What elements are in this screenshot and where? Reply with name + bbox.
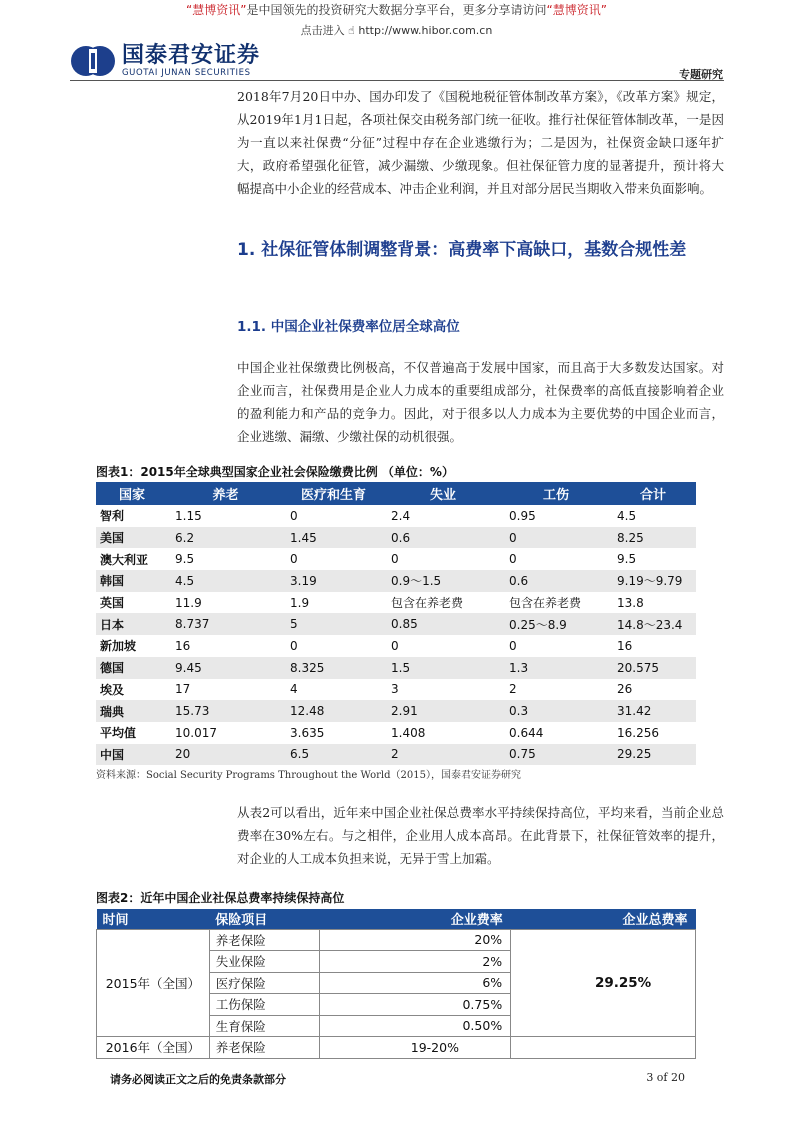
t1-value-cell: 0.3	[502, 700, 610, 722]
t1-value-cell: 0	[509, 638, 517, 653]
t1-value-cell: 8.25	[610, 527, 696, 549]
table-row	[97, 1037, 696, 1059]
t2-total-2015: 29.25%	[511, 929, 696, 1037]
logo-cn: 国泰君安证券	[122, 43, 261, 68]
t1-value-cell: 1.5	[384, 657, 502, 679]
banner-url[interactable]: http://www.hibor.com.cn	[358, 24, 493, 37]
t1-value-cell: 0.85	[384, 613, 502, 635]
t1-value-cell: 6.2	[168, 527, 283, 549]
t1-value-cell: 3.635	[290, 725, 325, 740]
t1-value-cell: 0.9～1.5	[384, 570, 502, 592]
t1-value-cell: 8.325	[283, 657, 384, 679]
t1-value-cell: 0	[290, 508, 298, 523]
t1-value-cell: 3.19	[283, 570, 384, 592]
t2-item: 医疗保险	[209, 972, 319, 994]
table-1-source: 资料来源：Social Security Programs Throughout the World（2015），国泰君安证券研究	[96, 770, 521, 781]
t1-header-cell: 失业	[384, 482, 502, 505]
t1-value-cell: 0.6	[384, 527, 502, 549]
t1-country-cell: 韩国	[96, 570, 168, 592]
banner-link-row	[0, 22, 793, 38]
table-row	[96, 592, 696, 614]
t2-rate: 2%	[319, 951, 511, 973]
t1-value-cell: 2	[384, 744, 502, 766]
table-1-title: 图表1：2015年全球典型国家企业社会保险缴费比例 （单位：%）	[96, 465, 454, 479]
t1-value-cell: 31.42	[610, 700, 696, 722]
company-logo	[70, 44, 260, 78]
t1-value-cell: 4.5	[168, 570, 283, 592]
t1-header-cell: 国家	[96, 482, 168, 505]
table-row	[96, 657, 696, 679]
t1-value-cell: 17	[175, 682, 191, 697]
t1-value-cell: 0	[502, 527, 610, 549]
t2-item: 工伤保险	[209, 994, 319, 1016]
table-row	[96, 613, 696, 635]
t1-value-cell: 9.45	[168, 657, 283, 679]
t1-value-cell: 1.15	[175, 508, 202, 523]
t1-value-cell: 11.9	[175, 595, 202, 610]
t1-value-cell: 4.5	[617, 508, 637, 523]
t1-country-cell: 埃及	[100, 682, 125, 697]
t2-header-time: 时间	[97, 909, 210, 929]
t1-value-cell: 20.575	[610, 657, 696, 679]
t1-value-cell: 4	[290, 682, 298, 697]
page-number: 3 of 20	[646, 1071, 685, 1084]
banner-text: 是中国领先的投资研究大数据分享平台，更多分享请访问	[246, 3, 547, 17]
header-divider	[70, 80, 724, 81]
banner-brand-2: “慧博资讯”	[546, 3, 607, 17]
table-row	[96, 679, 696, 701]
t1-value-cell: 16	[175, 638, 191, 653]
t1-country-cell: 德国	[96, 657, 168, 679]
t1-value-cell: 9.5	[175, 552, 195, 567]
table-row	[96, 700, 696, 722]
t1-header-cell: 医疗和生育	[283, 482, 384, 505]
t1-value-cell: 10.017	[175, 725, 217, 740]
banner-click: 点击进入	[300, 24, 345, 37]
t1-value-cell: 包含在养老费	[391, 596, 464, 611]
t1-value-cell: 8.737	[168, 613, 283, 635]
t1-country-cell: 智利	[100, 509, 125, 524]
logo-en: GUOTAI JUNAN SECURITIES	[122, 68, 251, 78]
t1-header-cell: 合计	[610, 482, 696, 505]
t1-value-cell: 0	[290, 638, 298, 653]
top-banner	[0, 2, 793, 18]
logo-mark-icon	[70, 45, 116, 77]
t1-value-cell: 0.644	[509, 725, 544, 740]
t1-value-cell: 16	[617, 638, 633, 653]
t1-value-cell: 0	[509, 552, 517, 567]
t1-value-cell: 0.95	[509, 508, 536, 523]
section-1-title: 1. 社保征管体制调整背景：高费率下高缺口，基数合规性差	[237, 240, 687, 260]
t1-value-cell: 2.4	[391, 508, 411, 523]
t1-value-cell: 1.3	[502, 657, 610, 679]
footer-disclaimer: 请务必阅读正文之后的免责条款部分	[110, 1073, 286, 1086]
t1-value-cell: 20	[168, 744, 283, 766]
banner-brand: “慧博资讯”	[186, 3, 247, 17]
t2-item: 失业保险	[209, 951, 319, 973]
t1-value-cell: 0.25～8.9	[502, 613, 610, 635]
t1-value-cell: 29.25	[610, 744, 696, 766]
t2-header-rate: 企业费率	[319, 909, 511, 929]
section-1-1-title: 1.1. 中国企业社保费率位居全球高位	[237, 319, 460, 335]
table-2-title: 图表2：近年中国企业社保总费率持续保持高位	[96, 891, 345, 905]
t1-value-cell: 3	[391, 682, 399, 697]
doc-type: 专题研究	[679, 68, 723, 81]
pointer-icon: ☝	[348, 24, 355, 37]
t2-total-empty	[511, 1037, 696, 1059]
table-row	[96, 570, 696, 592]
t1-value-cell: 13.8	[617, 595, 644, 610]
t2-rate: 0.75%	[319, 994, 511, 1016]
t1-country-cell: 平均值	[100, 726, 137, 741]
t1-value-cell: 15.73	[168, 700, 283, 722]
t1-header-cell: 养老	[168, 482, 283, 505]
table-row	[96, 635, 696, 657]
t1-country-cell: 澳大利亚	[100, 552, 149, 567]
t1-value-cell: 5	[283, 613, 384, 635]
table-row	[96, 548, 696, 570]
table-row	[96, 722, 696, 744]
t1-country-cell: 新加坡	[100, 639, 137, 654]
t1-country-cell: 瑞典	[96, 700, 168, 722]
t1-value-cell: 9.5	[617, 552, 637, 567]
t2-item: 养老保险	[209, 929, 319, 951]
t2-year-2016: 2016年（全国）	[97, 1037, 210, 1059]
body-paragraph-3: 从表2可以看出，近年来中国企业社保总费率水平持续保持高位，平均来看，当前企业总费率在30%左右。与之相伴，企业用人成本高昂。在此背景下，社保征管效率的提升，对企业的人工成本负担来说，无异于雪上加霜。	[237, 805, 724, 866]
t1-value-cell: 0.6	[502, 570, 610, 592]
t1-value-cell: 14.8～23.4	[610, 613, 696, 635]
table-row	[97, 929, 696, 951]
t1-value-cell: 6.5	[283, 744, 384, 766]
t1-value-cell: 2	[509, 682, 517, 697]
t1-value-cell: 9.19～9.79	[610, 570, 696, 592]
t1-value-cell: 0	[290, 552, 298, 567]
t2-rate: 6%	[319, 972, 511, 994]
t2-item: 生育保险	[209, 1015, 319, 1037]
body-paragraph-2: 中国企业社保缴费比例极高，不仅普遍高于发展中国家，而且高于大多数发达国家。对企业而言，社保费用是企业人力成本的重要组成部分，社保费率的高低直接影响着企业的盈利能力和产品的竞争力。因此，对于很多以人力成本为主要优势的中国企业而言，企业逃缴、漏缴、少缴社保的动机很强。	[237, 360, 724, 444]
t1-value-cell: 2.91	[384, 700, 502, 722]
t1-value-cell: 0	[391, 552, 399, 567]
intro-paragraph: 2018年7月20日中办、国办印发了《国税地税征管体制改革方案》，《改革方案》规定，从2019年1月1日起，各项社保交由税务部门统一征收。推行社保征管体制改革，一是因为一直以来社保费“分征”过程中存在企业逃缴行为；二是因为，社保资金缺口逐年扩大，政府希望强化征管，减少漏缴、少缴现象。但社保征管力度的显著提升，预计将大幅提高中小企业的经营成本、冲击企业利润，并且对部分居民当期收入带来负面影响。	[237, 89, 724, 196]
t1-country-cell: 中国	[96, 744, 168, 766]
t1-country-cell: 英国	[100, 596, 125, 611]
table-row	[96, 744, 696, 766]
t2-rate: 19-20%	[319, 1037, 511, 1059]
t1-value-cell: 1.45	[283, 527, 384, 549]
t2-header-item: 保险项目	[209, 909, 319, 929]
t1-country-cell: 日本	[96, 613, 168, 635]
table-row	[96, 527, 696, 549]
t1-value-cell: 0.75	[502, 744, 610, 766]
t1-value-cell: 12.48	[283, 700, 384, 722]
t1-value-cell: 0	[391, 638, 399, 653]
social-insurance-rate-table	[96, 482, 696, 765]
t1-country-cell: 美国	[96, 527, 168, 549]
t1-value-cell: 1.408	[391, 725, 426, 740]
t1-value-cell: 26	[617, 682, 633, 697]
t2-rate: 20%	[319, 929, 511, 951]
t1-value-cell: 16.256	[617, 725, 659, 740]
t1-value-cell: 1.9	[290, 595, 310, 610]
t2-rate: 0.50%	[319, 1015, 511, 1037]
t2-header-total: 企业总费率	[511, 909, 696, 929]
t2-item: 养老保险	[209, 1037, 319, 1059]
china-rate-table	[96, 909, 696, 1059]
t1-header-cell: 工伤	[502, 482, 610, 505]
t2-year-2015: 2015年（全国）	[97, 929, 210, 1037]
t1-value-cell: 包含在养老费	[509, 596, 582, 611]
table-row	[96, 505, 696, 527]
